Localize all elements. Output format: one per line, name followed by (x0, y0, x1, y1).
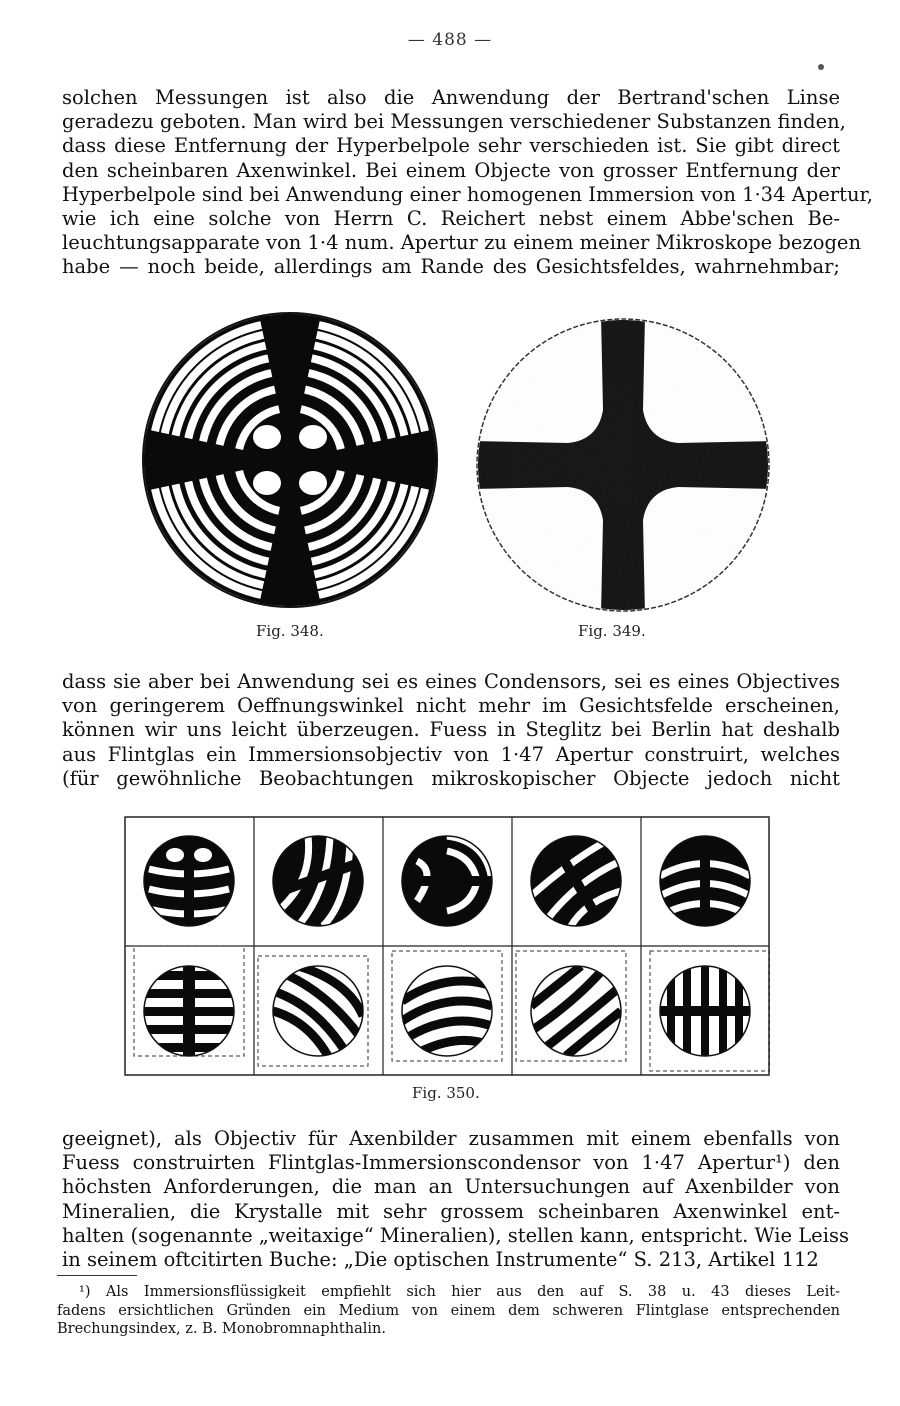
text-line: von geringerem Oeffnungswinkel nicht mehr im Gesichtsfelde erscheinen, (62, 694, 840, 718)
text-line: geeignet), als Objectiv für Axenbilder zusammen mit einem ebenfalls von (62, 1127, 840, 1150)
footnote (57, 1283, 840, 1339)
text-line: geradezu geboten. Man wird bei Messungen verschiedener Substanzen finden, (62, 110, 846, 134)
footnote-line: fadens ersichtlichen Gründen ein Medium von einem dem schweren Flintglase entsprechenden (57, 1302, 840, 1319)
fig-350-cell-5 (660, 836, 750, 926)
text-line: Mineralien, die Krystalle mit sehr grossem scheinbaren Axenwinkel ent- (62, 1199, 840, 1223)
text-line: Fuess construirten Flintglas-Immersionscondensor von 1·47 Apertur¹) den (62, 1151, 840, 1175)
fig-350-grid (124, 816, 770, 1076)
page-number: — 488 — (407, 30, 493, 50)
text-line: aus Flintglas ein Immersionsobjectiv von 1·47 Apertur construirt, welches (62, 742, 840, 766)
footnote-rule (57, 1275, 137, 1276)
fig-349-caption: Fig. 349. (578, 622, 646, 640)
fig-348-interference-rings (140, 310, 440, 610)
fig-350-cell-1 (144, 836, 234, 926)
paragraph-3 (62, 1127, 849, 1272)
fig-350-cell-2 (273, 836, 363, 926)
fig-349-isogyre-cross (473, 315, 773, 615)
text-line: (für gewöhnliche Beobachtungen mikroskopischer Objecte jedoch nicht (62, 766, 840, 790)
paragraph-2 (62, 670, 840, 791)
text-line: höchsten Anforderungen, die man an Untersuchungen auf Axenbilder von (62, 1175, 840, 1199)
fig-350-caption: Fig. 350. (412, 1084, 480, 1102)
text-line: wie ich eine solche von Herrn C. Reichert nebst einem Abbe'schen Be- (62, 207, 840, 231)
text-line: Hyperbelpole sind bei Anwendung einer homogenen Immersion von 1·34 Apertur, (62, 182, 873, 206)
text-line: den scheinbaren Axenwinkel. Bei einem Objecte von grosser Entfernung der (62, 158, 840, 182)
text-line: solchen Messungen ist also die Anwendung der Bertrand'schen Linse (62, 86, 840, 109)
footnote-line: Brechungsindex, z. B. Monobromnaphthalin. (57, 1321, 386, 1337)
footnote-line: ¹) Als Immersionsflüssigkeit empfiehlt sich hier aus den auf S. 38 u. 43 dieses Leit- (79, 1284, 840, 1300)
print-speck (818, 64, 824, 70)
paragraph-1 (62, 86, 873, 280)
fig-350-cell-4 (531, 836, 621, 926)
text-line: leuchtungsapparate von 1·4 num. Apertur zu einem meiner Mikroskope bezogen (62, 231, 862, 255)
fig-348-caption: Fig. 348. (256, 622, 324, 640)
text-line: dass diese Entfernung der Hyperbelpole sehr verschieden ist. Sie gibt direct (62, 134, 840, 158)
text-line: habe — noch beide, allerdings am Rande des Gesichtsfeldes, wahrnehmbar; (62, 255, 840, 279)
text-line: in seinem oftcitirten Buche: „Die optischen Instrumente“ S. 213, Artikel 112 (62, 1248, 819, 1272)
text-line: dass sie aber bei Anwendung sei es eines Condensors, sei es eines Objectives (62, 670, 840, 693)
fig-350-cell-3 (402, 836, 492, 926)
text-line: können wir uns leicht überzeugen. Fuess in Steglitz bei Berlin hat deshalb (62, 718, 840, 742)
text-line: halten (sogenannte „weitaxige“ Mineralien), stellen kann, entspricht. Wie Leiss (62, 1223, 849, 1247)
